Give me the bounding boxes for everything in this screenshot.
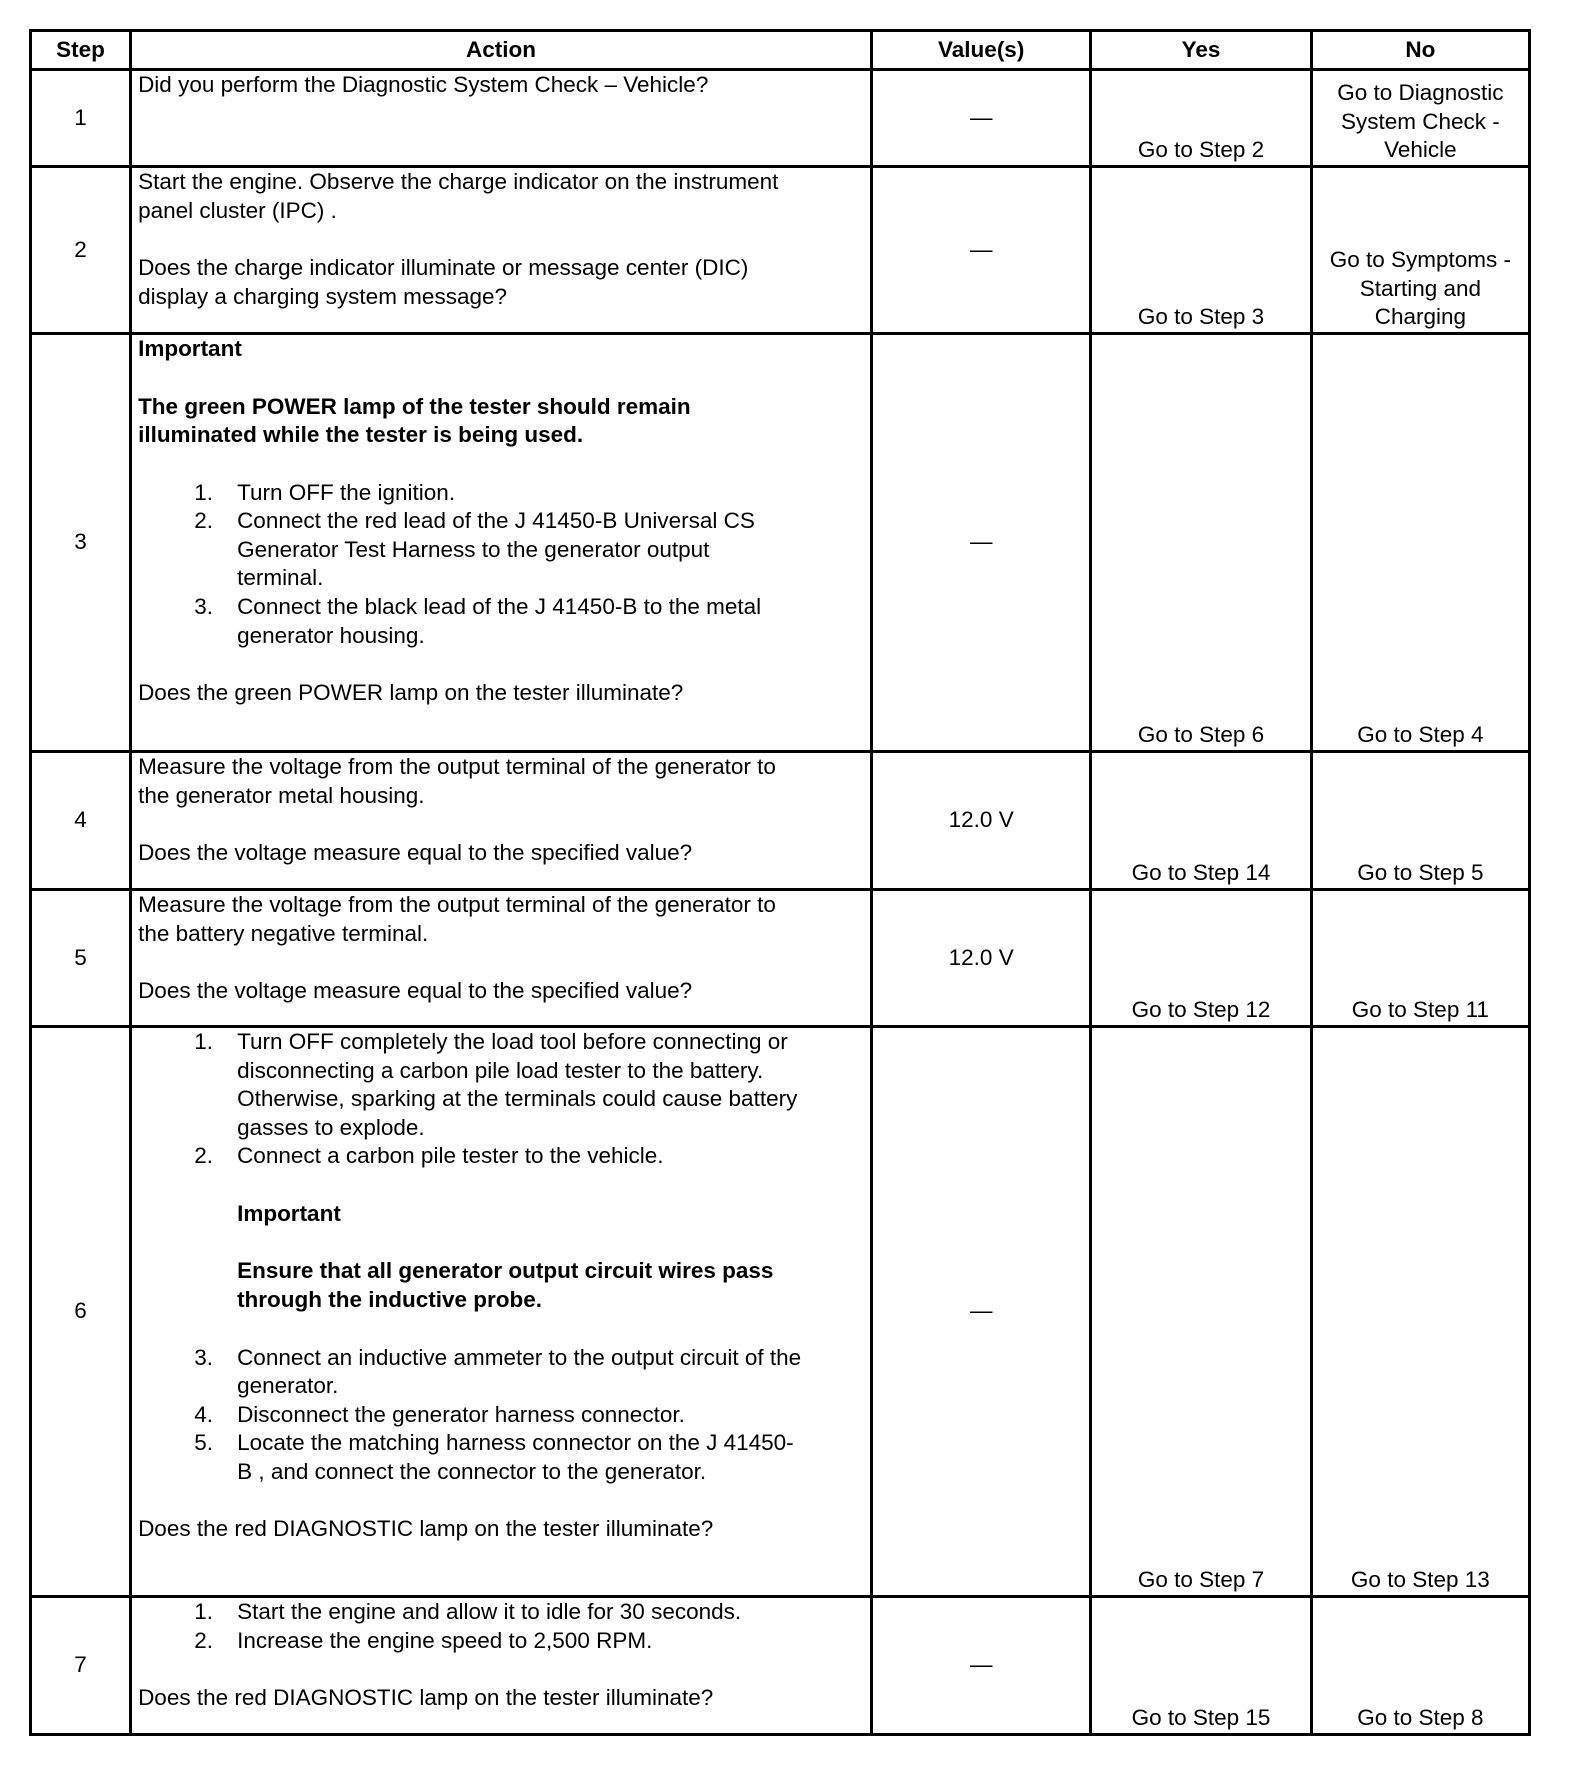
procedure-list: [138, 1598, 864, 1655]
question-text: Does the voltage measure equal to the specified value?: [138, 978, 693, 1004]
table-row: [31, 890, 1530, 1027]
action-cell: [131, 1597, 872, 1735]
value-cell: —: [872, 70, 1091, 167]
table-row: [31, 167, 1530, 334]
list-item: 2. Connect a carbon pile tester to the vehicle.: [194, 1143, 664, 1169]
value-cell: 12.0 V: [872, 752, 1091, 890]
no-cell: [1311, 70, 1529, 167]
instruction-text: Measure the voltage from the output terminal of the generator to: [138, 754, 776, 779]
important-heading: Important: [237, 1200, 341, 1226]
procedure-list: [138, 1028, 864, 1171]
no-line: Go to Symptoms -: [1329, 247, 1511, 273]
no-line: Go to Diagnostic: [1337, 80, 1504, 106]
action-cell: [131, 752, 872, 890]
question-text: Does the voltage measure equal to the specified value?: [138, 840, 693, 866]
yes-cell: Go to Step 6: [1091, 334, 1311, 752]
action-cell: [131, 334, 872, 752]
header-values: Value(s): [872, 31, 1091, 70]
list-item: 2. Connect the red lead of the J 41450-B Universal CS Generator Test Harness to the generator output terminal.: [194, 508, 755, 591]
header-row: [31, 31, 1530, 70]
header-step: Step: [31, 31, 131, 70]
yes-cell: Go to Step 14: [1091, 752, 1311, 890]
action-cell: [131, 70, 872, 167]
table-row: [31, 334, 1530, 752]
instruction-text: the generator metal housing.: [138, 782, 425, 808]
question-text: Does the green POWER lamp on the tester illuminate?: [138, 680, 684, 706]
list-item: 3. Connect an inductive ammeter to the output circuit of the generator.: [194, 1344, 802, 1399]
header-no: No: [1311, 31, 1529, 70]
important-text: through the inductive probe.: [237, 1286, 543, 1312]
instruction-text: Measure the voltage from the output terminal of the generator to: [138, 892, 776, 917]
list-item: 1. Start the engine and allow it to idle for 30 seconds.: [194, 1599, 742, 1624]
step-number: 6: [31, 1027, 131, 1597]
table-row: [31, 752, 1530, 890]
important-text: illuminated while the tester is being used.: [138, 422, 584, 448]
list-item: 2. Increase the engine speed to 2,500 RPM.: [194, 1627, 653, 1653]
step-number: 5: [31, 890, 131, 1027]
no-cell: Go to Step 11: [1311, 890, 1529, 1027]
no-line: Starting and: [1359, 275, 1482, 301]
value-cell: —: [872, 334, 1091, 752]
no-cell: Go to Step 13: [1311, 1027, 1529, 1597]
diagnostic-table: [29, 29, 1531, 1736]
header-action: Action: [131, 31, 872, 70]
no-line: Vehicle: [1384, 137, 1457, 163]
no-line: Charging: [1374, 304, 1467, 330]
no-line: System Check -: [1340, 108, 1500, 134]
question-text: Does the charge indicator illuminate or message center (DIC): [138, 255, 749, 281]
value-cell: —: [872, 167, 1091, 334]
action-cell: [131, 890, 872, 1027]
list-item: 4. Disconnect the generator harness connector.: [194, 1401, 685, 1427]
question-text: Did you perform the Diagnostic System Check – Vehicle?: [138, 72, 709, 97]
no-cell: [1311, 167, 1529, 334]
question-text: Does the red DIAGNOSTIC lamp on the tester illuminate?: [138, 1685, 714, 1711]
table-row: [31, 1597, 1530, 1735]
procedure-list: [138, 479, 864, 650]
yes-cell: Go to Step 3: [1091, 167, 1311, 334]
action-cell: [131, 167, 872, 334]
yes-cell: Go to Step 15: [1091, 1597, 1311, 1735]
value-cell: —: [872, 1027, 1091, 1597]
instruction-text: Start the engine. Observe the charge indicator on the instrument: [138, 169, 779, 194]
header-yes: Yes: [1091, 31, 1311, 70]
step-number: 7: [31, 1597, 131, 1735]
value-cell: —: [872, 1597, 1091, 1735]
yes-cell: Go to Step 7: [1091, 1027, 1311, 1597]
instruction-text: panel cluster (IPC) .: [138, 197, 337, 223]
important-text: The green POWER lamp of the tester should remain: [138, 393, 691, 419]
no-cell: Go to Step 8: [1311, 1597, 1529, 1735]
table-row: [31, 70, 1530, 167]
value-cell: 12.0 V: [872, 890, 1091, 1027]
action-cell: [131, 1027, 872, 1597]
no-cell: Go to Step 5: [1311, 752, 1529, 890]
procedure-list: [138, 1344, 864, 1487]
step-number: 2: [31, 167, 131, 334]
list-item: 1. Turn OFF the ignition.: [194, 479, 456, 505]
question-text: Does the red DIAGNOSTIC lamp on the tester illuminate?: [138, 1516, 714, 1542]
step-number: 1: [31, 70, 131, 167]
instruction-text: the battery negative terminal.: [138, 920, 429, 946]
important-text: Ensure that all generator output circuit wires pass: [237, 1258, 774, 1284]
table-row: [31, 1027, 1530, 1597]
yes-cell: Go to Step 12: [1091, 890, 1311, 1027]
question-text: display a charging system message?: [138, 283, 507, 309]
list-item: 5. Locate the matching harness connector on the J 41450- B , and connect the connector to the generator.: [194, 1430, 794, 1484]
important-heading: Important: [138, 336, 242, 361]
step-number: 3: [31, 334, 131, 752]
list-item: 1. Turn OFF completely the load tool before connecting or disconnecting a carbon pile load tester to the battery. Otherwise, sparking at the terminals could cause battery gasses to explode.: [194, 1029, 798, 1140]
list-item: 3. Connect the black lead of the J 41450-B to the metal generator housing.: [194, 593, 762, 648]
yes-cell: Go to Step 2: [1091, 70, 1311, 167]
no-cell: Go to Step 4: [1311, 334, 1529, 752]
step-number: 4: [31, 752, 131, 890]
